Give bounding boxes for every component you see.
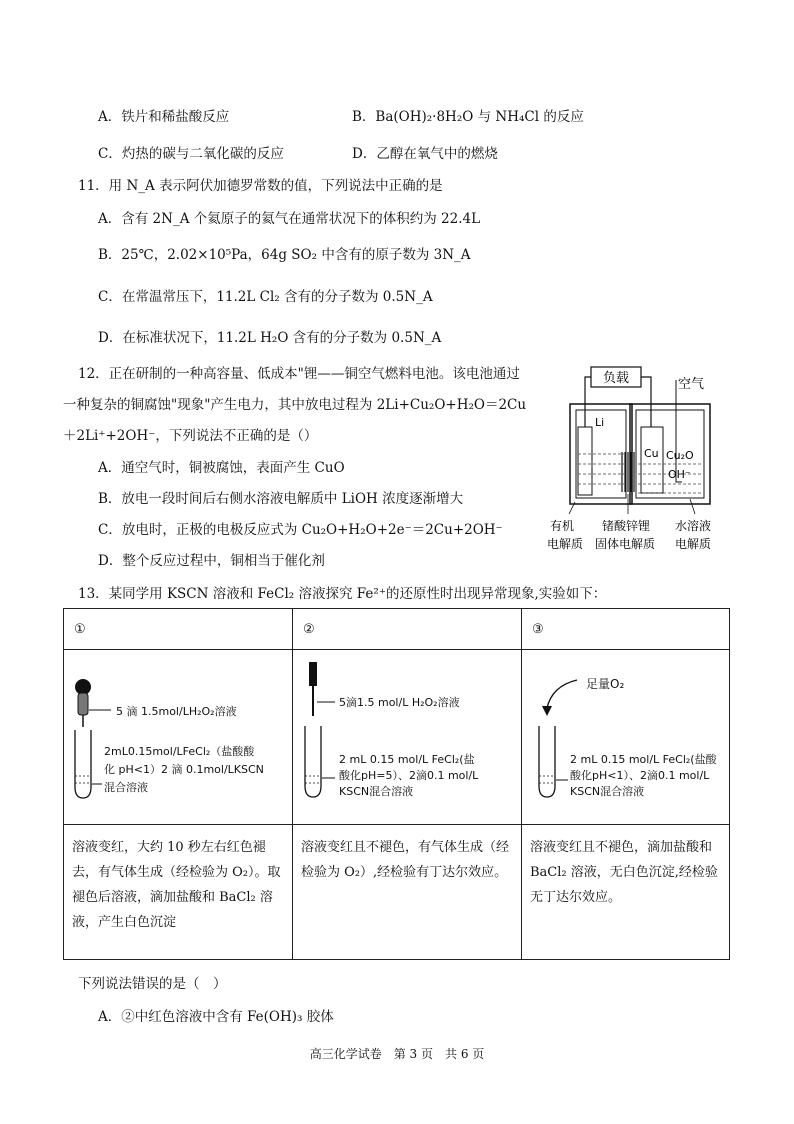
q10-option-a: A．铁片和稀盐酸反应 — [98, 109, 230, 125]
q12-option-a: A．通空气时，铜被腐蚀，表面产生 CuO — [98, 460, 345, 476]
exp3-figure — [522, 650, 730, 825]
exp2-result — [293, 825, 522, 960]
q11-option-b: B．25℃，2.02×10⁵Pa，64g SO₂ 中含有的原子数为 3N_A — [98, 247, 471, 263]
q12-stem-line3: ＋2Li⁺+2OH⁻，下列说法不正确的是（） — [63, 428, 318, 444]
li-electrode — [578, 427, 592, 495]
exp1-reagent: 5 滴 1.5mol/LH₂O₂溶液 — [116, 705, 237, 718]
exp3-result — [522, 825, 730, 960]
header-exp2: ② — [293, 609, 522, 650]
exp2-reagent: 5滴1.5 mol/L H₂O₂溶液 — [339, 696, 460, 709]
q12-option-c: C．放电时，正极的电极反应式为 Cu₂O+H₂O+2e⁻＝2Cu+2OH⁻ — [98, 522, 503, 538]
q11-option-a: A．含有 2N_A 个氦原子的氦气在通常状况下的体积约为 22.4L — [98, 211, 481, 227]
cu-electrode — [641, 427, 663, 493]
q10-option-d: D．乙醇在氧气中的燃烧 — [352, 146, 498, 162]
exp1-solution-l3: 混合溶液 — [104, 781, 148, 794]
q13-stem: 13．某同学用 KSCN 溶液和 FeCl₂ 溶液探究 Fe²⁺的还原性时出现异常现象,实验如下： — [78, 586, 607, 602]
q12-stem-line2: 一种复杂的铜腐蚀"现象"产生电力，其中放电过程为 2Li+Cu₂O+H₂O＝2Cu — [63, 397, 527, 413]
exp1-solution-l1: 2mL0.15mol/LFeCl₂（盐酸酸 — [104, 745, 255, 758]
page-footer: 高三化学试卷 第 3 页 共 6 页 — [309, 1047, 485, 1061]
exp1-result — [64, 825, 293, 960]
q13-option-a: A．②中红色溶液中含有 Fe(OH)₃ 胶体 — [98, 1009, 334, 1025]
li-label: Li — [595, 416, 605, 429]
organic-label: 有机 — [550, 519, 575, 533]
exp2-solution-l3: KSCN混合溶液 — [339, 785, 414, 798]
air-label: 空气 — [678, 377, 705, 392]
q12-option-d: D．整个反应过程中，铜相当于催化剂 — [98, 553, 325, 569]
load-label: 负载 — [602, 371, 630, 386]
q13-question: 下列说法错误的是（ ） — [78, 976, 227, 992]
oh-label: OH⁻ — [668, 468, 691, 481]
right-wire — [641, 377, 651, 427]
solid-label-2: 固体电解质 — [595, 537, 656, 551]
q11-option-c: C．在常温常压下，11.2L Cl₂ 含有的分子数为 0.5N_A — [98, 289, 433, 305]
cu-label: Cu — [644, 447, 659, 460]
q10-option-b: B．Ba(OH)₂·8H₂O 与 NH₄Cl 的反应 — [352, 109, 584, 125]
battery-diagram — [545, 362, 735, 557]
q10-option-c: C．灼热的碳与二氧化碳的反应 — [98, 146, 284, 162]
exp2-solution-l2: 酸化pH=5）、2滴0.1 mol/L — [339, 769, 479, 782]
exp1-result-text: 溶液变红，大约 10 秒左右红色褪去，有气体生成（经检验为 O₂）。取褪色后溶液，滴加盐酸和 BaCl₂ 溶液，产生白色沉淀 — [72, 840, 281, 930]
aqueous-label-2: 电解质 — [675, 537, 712, 551]
aqueous-label: 水溶液 — [675, 519, 712, 533]
exp3-result-text: 溶液变红且不褪色，滴加盐酸和 BaCl₂ 溶液，无白色沉淀,经检验无丁达尔效应。 — [530, 840, 718, 905]
q12-option-b: B．放电一段时间后右侧水溶液电解质中 LiOH 浓度逐渐增大 — [98, 491, 464, 507]
experiment-table — [63, 608, 730, 960]
exp3-solution-l3: KSCN混合溶液 — [570, 785, 645, 798]
organic-label-2: 电解质 — [547, 537, 584, 551]
header-exp3: ③ — [522, 609, 730, 650]
q11-stem: 11．用 N_A 表示阿伏加德罗常数的值，下列说法中正确的是 — [78, 178, 443, 194]
left-wire — [585, 377, 591, 427]
exp2-result-text: 溶液变红且不褪色，有气体生成（经检验为 O₂）,经检验有丁达尔效应。 — [301, 840, 510, 880]
exp1-solution-l2: 化 pH<1）2 滴 0.1mol/LKSCN — [104, 763, 264, 776]
exp2-figure — [293, 650, 522, 825]
solid-label: 锗酸锌锂 — [602, 519, 651, 533]
q12-stem-line1: 12．正在研制的一种高容量、低成本"锂——铜空气燃料电池。该电池通过 — [78, 366, 520, 382]
exp1-figure — [64, 650, 293, 825]
header-exp1: ① — [64, 609, 293, 650]
exp1-apparatus — [64, 650, 282, 824]
q11-option-d: D．在标准状况下，11.2L H₂O 含有的分子数为 0.5N_A — [98, 330, 442, 346]
exp3-reagent: 足量O₂ — [586, 677, 625, 691]
cu2o-label: Cu₂O — [666, 449, 694, 462]
exp3-solution-l1: 2 mL 0.15 mol/L FeCl₂(盐酸 — [570, 753, 717, 766]
exp3-solution-l2: 酸化pH<1）、2滴0.1 mol/L — [570, 769, 710, 782]
exp2-solution-l1: 2 mL 0.15 mol/L FeCl₂(盐 — [339, 753, 475, 766]
